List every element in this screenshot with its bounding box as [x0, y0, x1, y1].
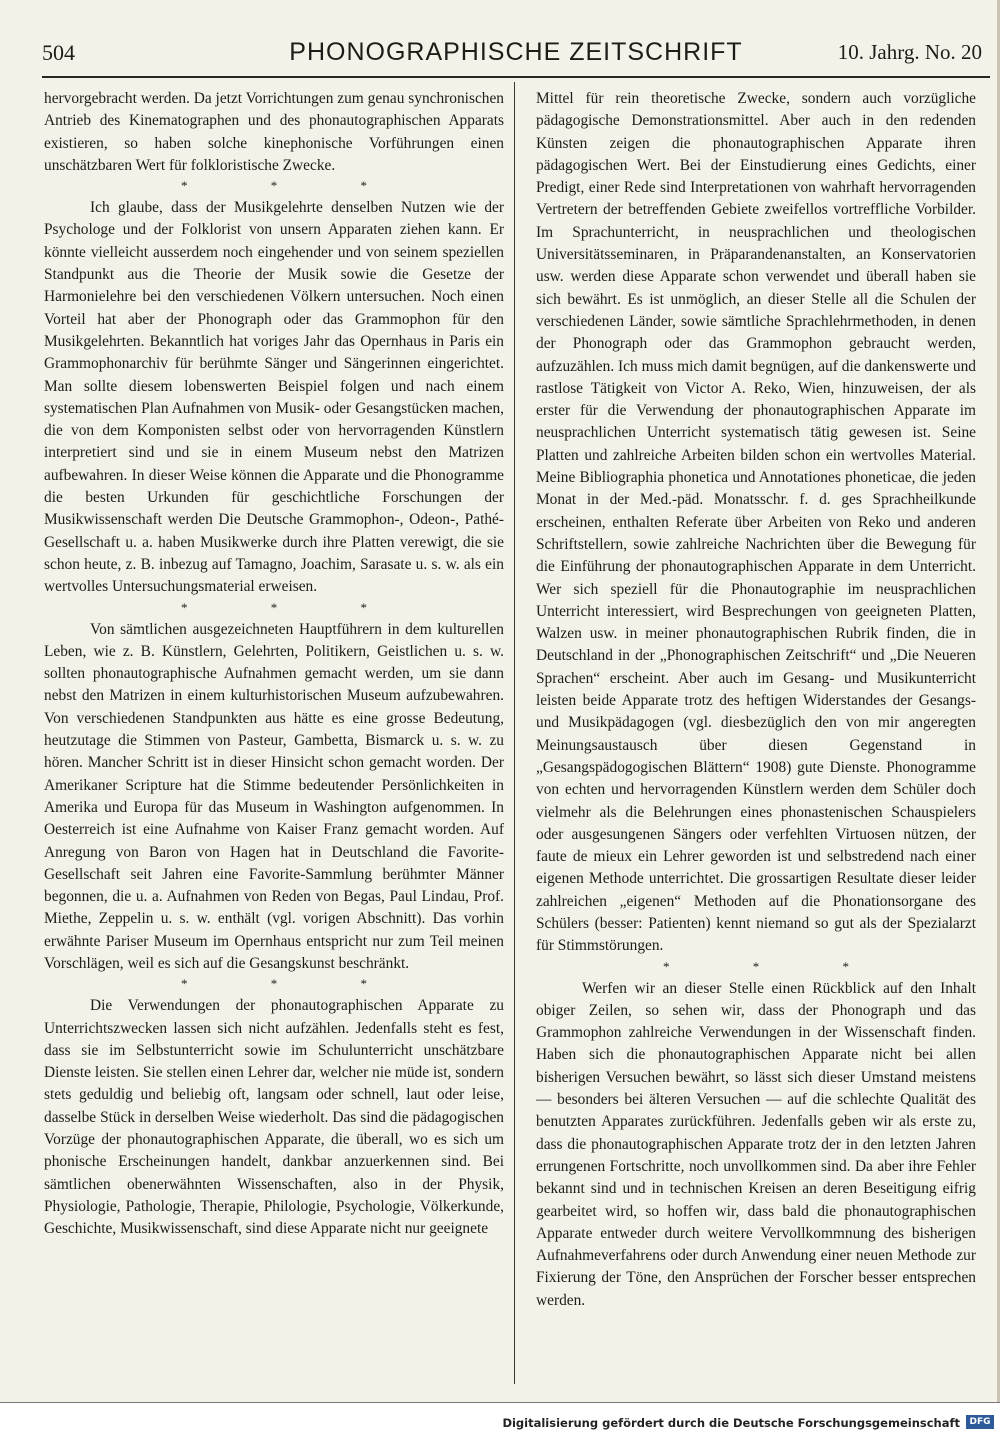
paragraph: Von sämtlichen ausgezeichneten Hauptführern in dem kulturellen Leben, wie z. B. Künstlern, Gelehrten, Politikern, Geistlichen u. s. w. sollten phonautographische Aufnahmen gemacht werden, um sie dann nebst den Matrizen in einem kulturhistorischen Museum aufzubewahren. Von verschiedenen Standpunkten aus hätte es eine grosse Bedeutung, heutzutage die Stimmen von Pasteur, Gambetta, Bismarck u. s. w. zu hören. Mancher Schritt ist in dieser Hinsicht schon gemacht worden. Der Amerikaner Scripture hat die Stimme bedeutender Persönlichkeiten in Amerika und Europa für das Museum in Washington aufgenommen. In Oesterreich ist eine Aufnahme von Kaiser Franz gemacht worden. Auf Anregung von Baron von Hagen hat in Deutschland die Favorite-Gesellschaft seit Jahren eine Favorite-Sammlung berühmter Männer begonnen, die u. a. Aufnahmen von Reden von Begas, Paul Lindau, Prof. Miethe, Zeppelin u. s. w. enthält (vgl. vorigen Abschnitt). Das vorhin erwähnte Pariser Museum im Opernhaus entspricht nur zum Teil meinen Vorschlägen, weil es sich auf die Gesangskunst beschränkt. — [44, 620, 504, 972]
paragraph: Mittel für rein theoretische Zwecke, sondern auch vorzügliche pädagogische Demonstrationsmittel. Aber auch in den redenden Künsten zeigen die phonautographischen Apparate ihren pädagogischen Wert. Bei der Einstudierung eines Gedichts, einer Predigt, einer Rede sind Interpretationen von wahrhaft hervorragenden Vertretern der betreffenden Gebiete zweifellos vortreffliche Vorbilder. Im Sprachunterricht, in neusprachlichen und theologischen Universitätsseminaren, in Präparandenanstalten, an Konservatorien usw. werden diese Apparate schon verwendet und überall haben sie sich bewährt. Es ist unmöglich, an dieser Stelle all die Schulen der verschiedenen Länder, sowie sämtliche Sprachlehrmethoden, in denen der Phonograph oder das Grammophon gebraucht werden, aufzuzählen. Ich muss mich damit begnügen, auf die dankenswerte und rastlose Tätigkeit von Victor A. Reko, Wien, hinzuweisen, der als erster für die Verwendung der phonautographischen Apparate im neusprachlichen Unterricht systematisch tätig gewesen ist. Seine Platten und zahlreiche Arbeiten bilden schon ein wertvolles Material. Meine Bibliographia phonetica und Annotationes phoneticae, die jeden Monat in der Med.-päd. Monatsschr. f. d. ges Sprachheilkunde erscheinen, enthalten Referate über Arbeiten von Reko und anderen Schriftstellern, sowie zahlreiche Nachrichten über die Bewegung für die Einführung der phonautographischen Apparate in dem Unterricht. Wer sich speziell für die Phonautographie im neusprachlichen Unterricht interessiert, wird Besprechungen von geeigneten Platten, Walzen usw. in meiner phonautographischen Rubrik finden, die in Deutschland in der „Phonographischen Zeitschrift“ und „Die Neueren Sprachen“ erscheint. Aber auch im Gesang- und Musikunterricht leisten beide Apparate trotz des heftigen Widerstandes der Gesangs- und Musikpädagogen (vgl. diesbezüglich den von mir angeregten Meinungsaustausch über diesen Gegenstand in „Gesangspädogogischen Blättern“ 1908) gute Dienste. Phonogramme von echten und hervorragenden Künstlern werden dem Schüler doch vielmehr als die Belehrungen eines phonastenischen Schauspielers oder ausgesungenen Sängers oder verfehlten Virtuosen nützen, der faute de mieux ein Lehrer geworden ist und selbstredend nach einer eigenen Methode unterrichtet. Die grossartigen Resultate dieser leider zahlreichen „eigenen“ Methoden auf die Phonationsorgane des Schülers (besser: Patienten) kennt niemand so gut als der Spezialarzt für Stimmstörungen. — [536, 90, 976, 955]
section-separator: * * * — [181, 178, 407, 194]
column-divider — [514, 82, 515, 1384]
paragraph: hervorgebracht werden. Da jetzt Vorrichtungen zum genau synchronischen Antrieb des Kinematographen und des phonautographischen Apparats existieren, so haben solche kinephonische Vorführungen einen unschätzbaren Wert für folkloristische Zwecke. — [44, 90, 504, 174]
header-rule — [42, 76, 990, 78]
journal-title: PHONOGRAPHISCHE ZEITSCHRIFT — [289, 38, 743, 66]
paragraph: Ich glaube, dass der Musikgelehrte denselben Nutzen wie der Psychologe und der Folklorist von unsern Apparaten ziehen kann. Er könnte vielleicht ausserdem noch eingehender und von seinem speziellen Standpunkt aus die Theorie der Musik sowie die Gesetze der Harmonielehre bei den verschiedenen Völkern untersuchen. Noch einen Vorteil hat aber der Phonograph oder das Grammophon für den Musikgelehrten. Bekanntlich hat voriges Jahr das Opernhaus in Paris ein Grammophonarchiv für berühmte Sänger und Sängerinnen eingerichtet. Man sollte diesem lobenswerten Beispiel folgen und nach einem systematischen Plan Aufnahmen von Musik- oder Gesangstücken machen, die von dem Komponisten selbst oder von hervorragenden Künstlern interpretiert sind und sie in einem Museum nebst den Matrizen aufbewahren. In dieser Weise können die Apparate und die Phonogramme die besten Urkunden für geschichtliche Forschungen der Musikwissenschaft werden Die Deutsche Grammophon-, Odeon-, Pathé-Gesellschaft u. a. haben Musikwerke durch ihre Platten verewigt, die sie schon heute, z. B. inbezug auf Tamagno, Joachim, Sarasate u. s. w. als ein wertvolles Untersuchungsmaterial erweisen. — [44, 199, 504, 596]
page-number: 504 — [42, 40, 75, 65]
dfg-logo-icon: DFG — [966, 1415, 994, 1429]
footer-rule — [0, 1402, 1000, 1403]
left-column — [44, 88, 504, 1241]
section-separator: * * * — [181, 976, 407, 992]
issue-label: 10. Jahrg. No. 20 — [837, 40, 982, 64]
page-header — [42, 34, 990, 74]
footer-bar — [0, 1402, 1000, 1440]
funding-credit: Digitalisierung gefördert durch die Deutsche Forschungsgemeinschaft — [502, 1416, 960, 1430]
section-separator: * * * — [181, 599, 407, 615]
paragraph: Die Verwendungen der phonautographischen Apparate zu Unterrichtszwecken lassen sich nicht aufzählen. Jedenfalls steht es fest, dass sie im Selbstunterricht sowie im Schulunterricht unschätzbare Dienste leisten. Sie stellen einen Lehrer dar, welcher nie müde ist, sondern stets geduldig und beliebig oft, langsam oder schnell, laut oder leise, dasselbe Stück in derselben Weise wiederholt. Das sind die pädagogischen Vorzüge der phonautographischen Apparate, die überall, wo es sich um phonische Erscheinungen handelt, dankbar anzuerkennen sind. Bei sämtlichen obenerwähnten Wissenschaften, also in der Physik, Physiologie, Pathologie, Therapie, Philologie, Psychologie, Völkerkunde, Geschichte, Musikwissenschaft, sind diese Apparate nicht nur geeignete — [44, 997, 504, 1238]
paragraph: Werfen wir an dieser Stelle einen Rückblick auf den Inhalt obiger Zeilen, so sehen wir, dass der Phonograph und das Grammophon zahlreiche Verwendungen in der Wissenschaft finden. Haben sich die phonautographischen Apparate nicht bei allen bisherigen Versuchen bewährt, so lässt sich dieser Umstand meistens — besonders bei älteren Versuchen — auf die schlechte Qualität des benutzten Apparates zurückführen. Jedenfalls geben wir als erste zu, dass die phonautographischen Apparate trotz der in den letzten Jahren errungenen Fortschritte, noch unvollkommen sind. Da aber ihre Fehler bekannt sind und in technischen Kreisen an deren Beseitigung eifrig gearbeitet wird, so hoffen wir, dass bald die phonautographischen Apparate entweder durch weitere Vervollkommnung des bisherigen Aufnahmeverfahrens oder durch Anwendung einer neuen Methode zur Fixierung der Töne, den Ansprüchen der Forscher besser entsprechen werden. — [536, 979, 976, 1309]
right-column — [536, 88, 976, 1312]
section-separator: * * * — [663, 958, 889, 974]
